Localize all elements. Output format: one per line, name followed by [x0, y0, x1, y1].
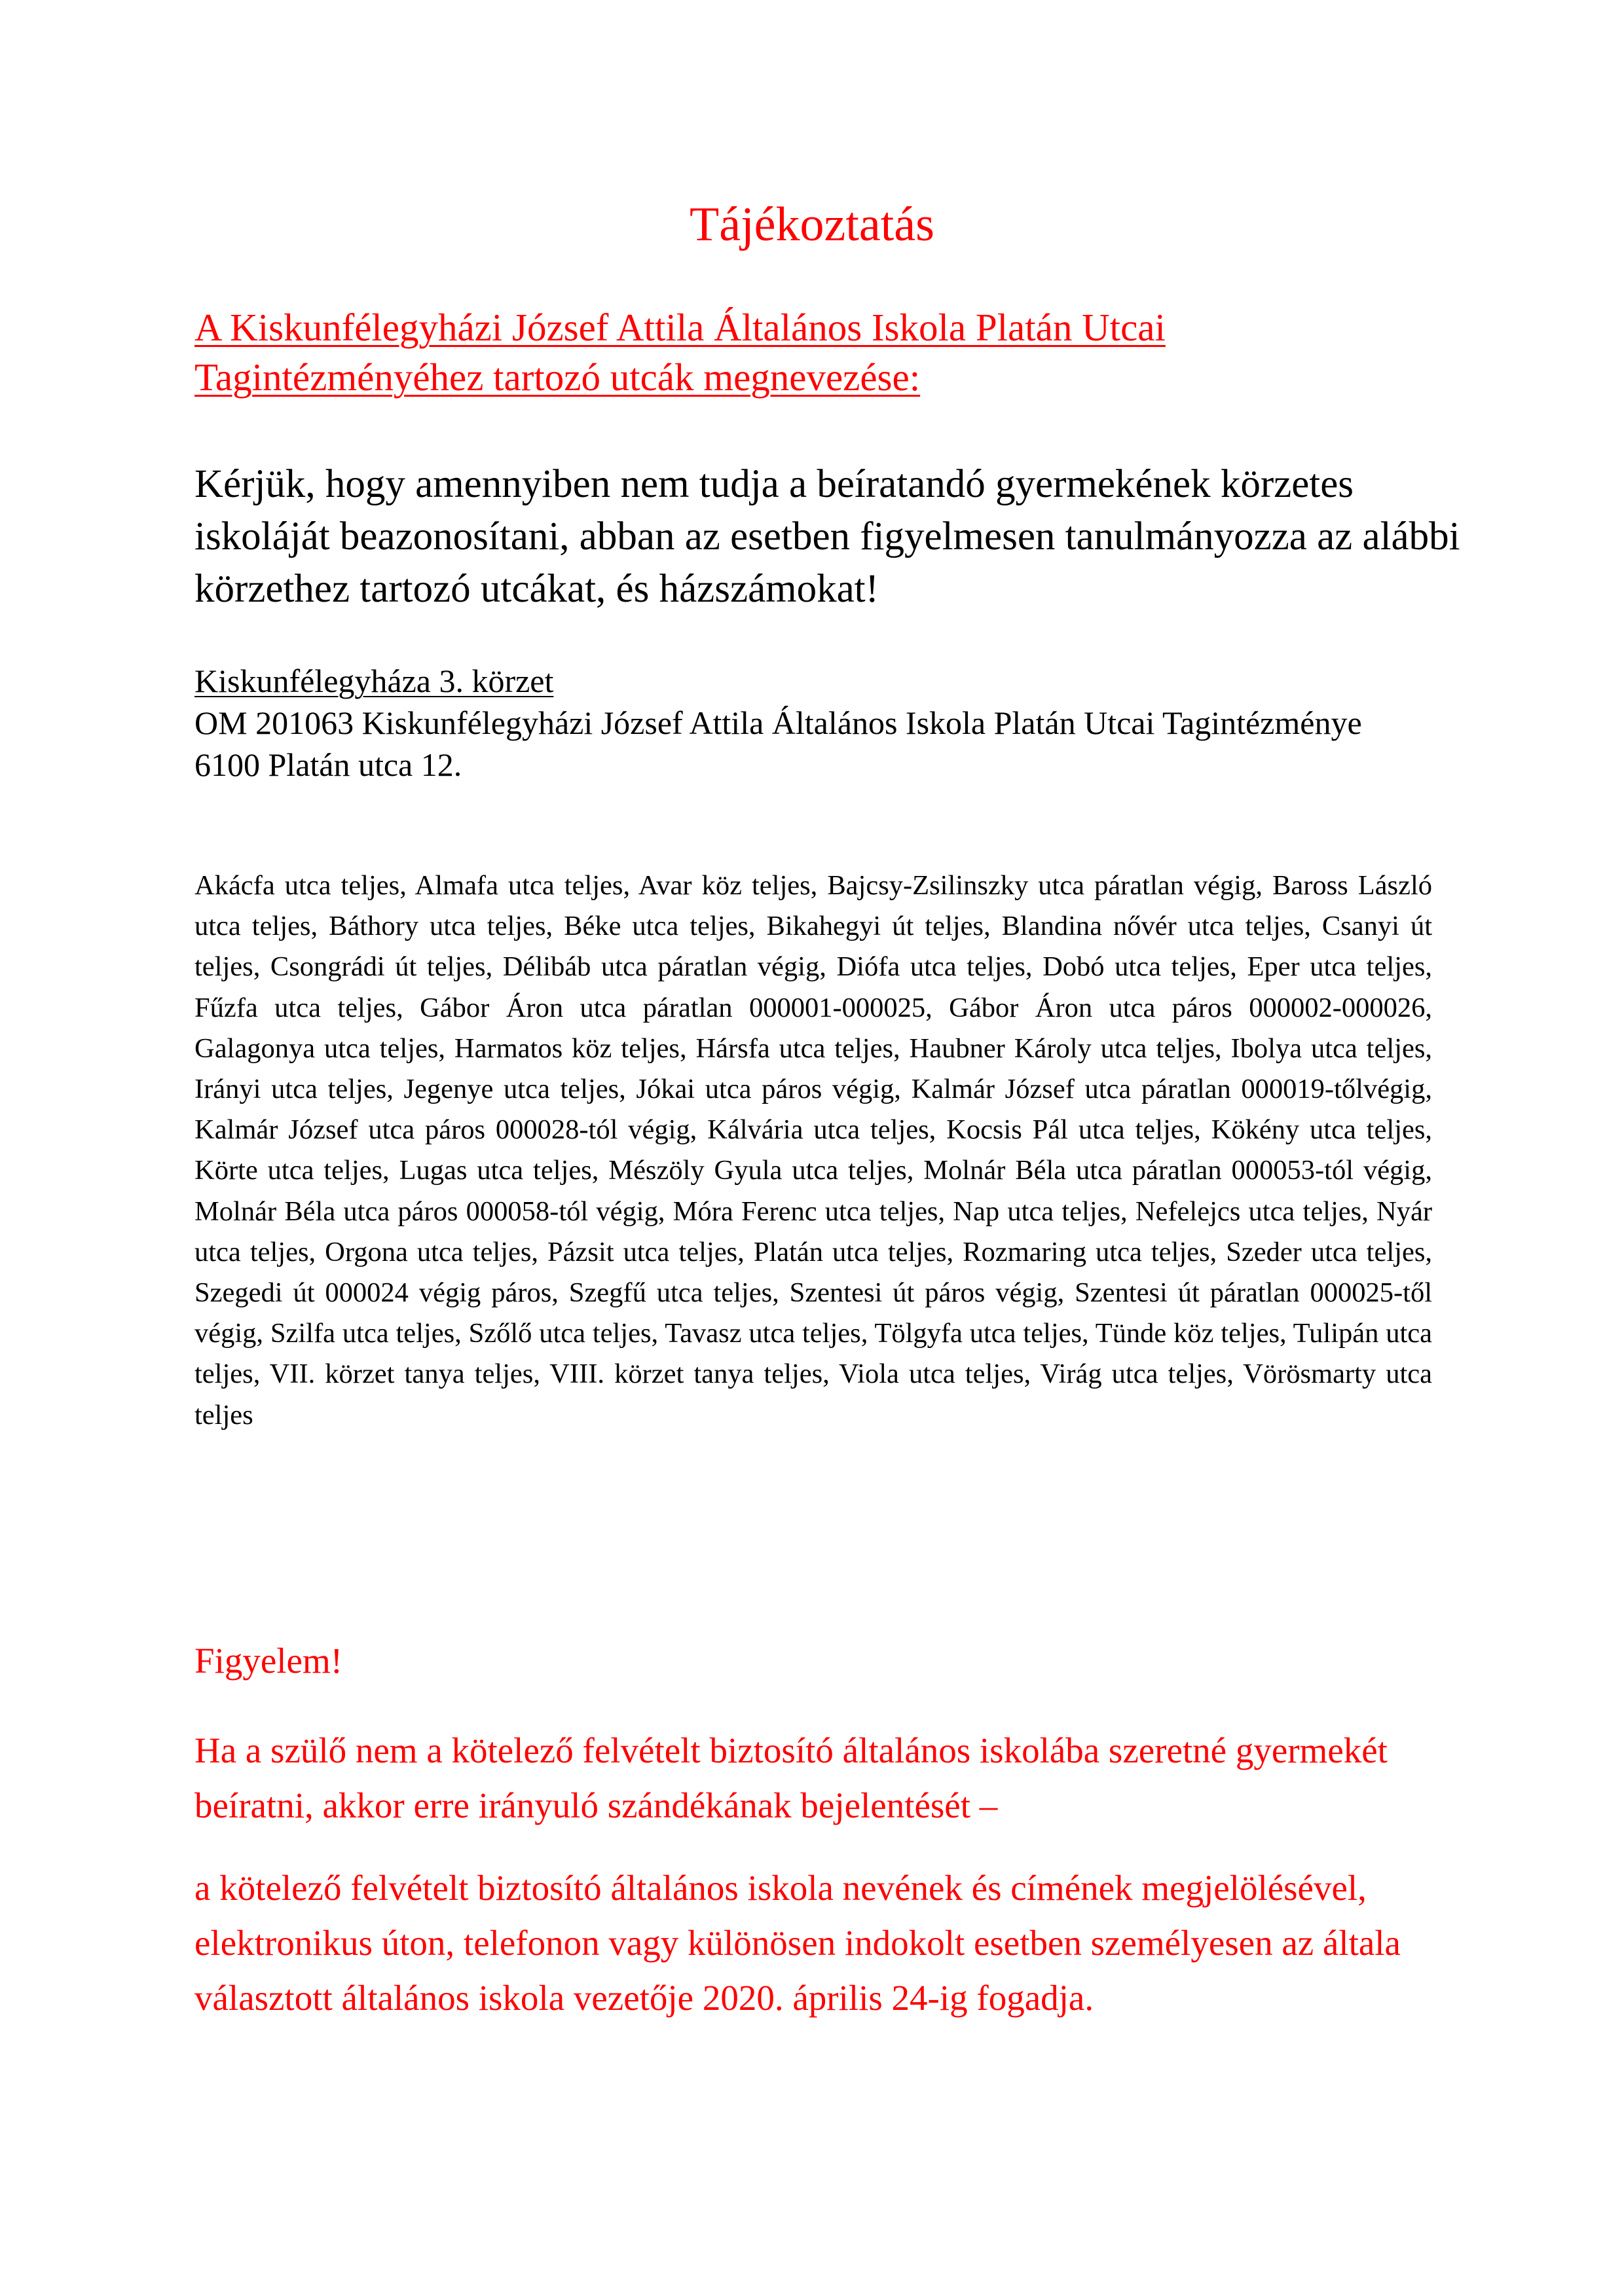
section-heading: A Kiskunfélegyházi József Attila Általános Iskola Platán Utcai Tagintézményéhez tartozó utcák megnevezése:: [194, 306, 1166, 399]
intro-paragraph: Kérjük, hogy amennyiben nem tudja a beíratandó gyermekének körzetes iskoláját beazonosítani, abban az esetben figyelmesen tanulmányozza az alábbi körzethez tartozó utcákat, és házszámokat!: [194, 462, 1460, 611]
street-list: Akácfa utca teljes, Almafa utca teljes, Avar köz teljes, Bajcsy-Zsilinszky utca páratlan végig, Baross László utca teljes, Báthory utca teljes, Béke utca teljes, Bikahegyi út teljes, Blandina nővér utca teljes, Csanyi út teljes, Csongrádi út teljes, Délibáb utca páratlan végig, Diófa utca teljes, Dobó utca teljes, Eper utca teljes, Fűzfa utca teljes, Gábor Áron utca páratlan 000001-000025, Gábor Áron utca páros 000002-000026, Galagonya utca teljes, Harmatos köz teljes, Hársfa utca teljes, Haubner Károly utca teljes, Ibolya utca teljes, Irányi utca teljes, Jegenye utca teljes, Jókai utca páros végig, Kalmár József utca páratlan 000019-tőlvégig, Kalmár József utca páros 000028-tól végig, Kálvária utca teljes, Kocsis Pál utca teljes, Kökény utca teljes, Körte utca teljes, Lugas utca teljes, Mészöly Gyula utca teljes, Molnár Béla utca páratlan 000053-tól végig, Molnár Béla utca páros 000058-tól végig, Móra Ferenc utca teljes, Nap utca teljes, Nefelejcs utca teljes, Nyár utca teljes, Orgona utca teljes, Pázsit utca teljes, Platán utca teljes, Rozmaring utca teljes, Szeder utca teljes, Szegedi út 000024 végig páros, Szegfű utca teljes, Szentesi út páros végig, Szentesi út páratlan 000025-től végig, Szilfa utca teljes, Szőlő utca teljes, Tavasz utca teljes, Tölgyfa utca teljes, Tünde köz teljes, Tulipán utca teljes, VII. körzet tanya teljes, VIII. körzet tanya teljes, Viola utca teljes, Virág utca teljes, Vörösmarty utca teljes: [194, 870, 1432, 1430]
school-name: OM 201063 Kiskunfélegyházi József Attila Általános Iskola Platán Utcai Tagintézménye: [194, 704, 1362, 741]
document-title: Tájékoztatás: [690, 198, 934, 251]
notice-paragraph-2: a kötelező felvételt biztosító általános iskola nevének és címének megjelölésével, elektronikus úton, telefonon vagy különösen indokolt esetben személyesen az általa választott általános iskola vezetője 2020. április 24-ig fogadja.: [194, 1868, 1401, 2018]
district-info: [194, 660, 1439, 786]
school-address: 6100 Platán utca 12.: [194, 746, 462, 783]
attention-label: Figyelem!: [194, 1641, 343, 1681]
notice-paragraph-1: Ha a szülő nem a kötelező felvételt biztosító általános iskolába szeretné gyermekét beíratni, akkor erre irányuló szándékának bejelentését –: [194, 1730, 1388, 1825]
district-name: Kiskunfélegyháza 3. körzet: [194, 663, 554, 699]
